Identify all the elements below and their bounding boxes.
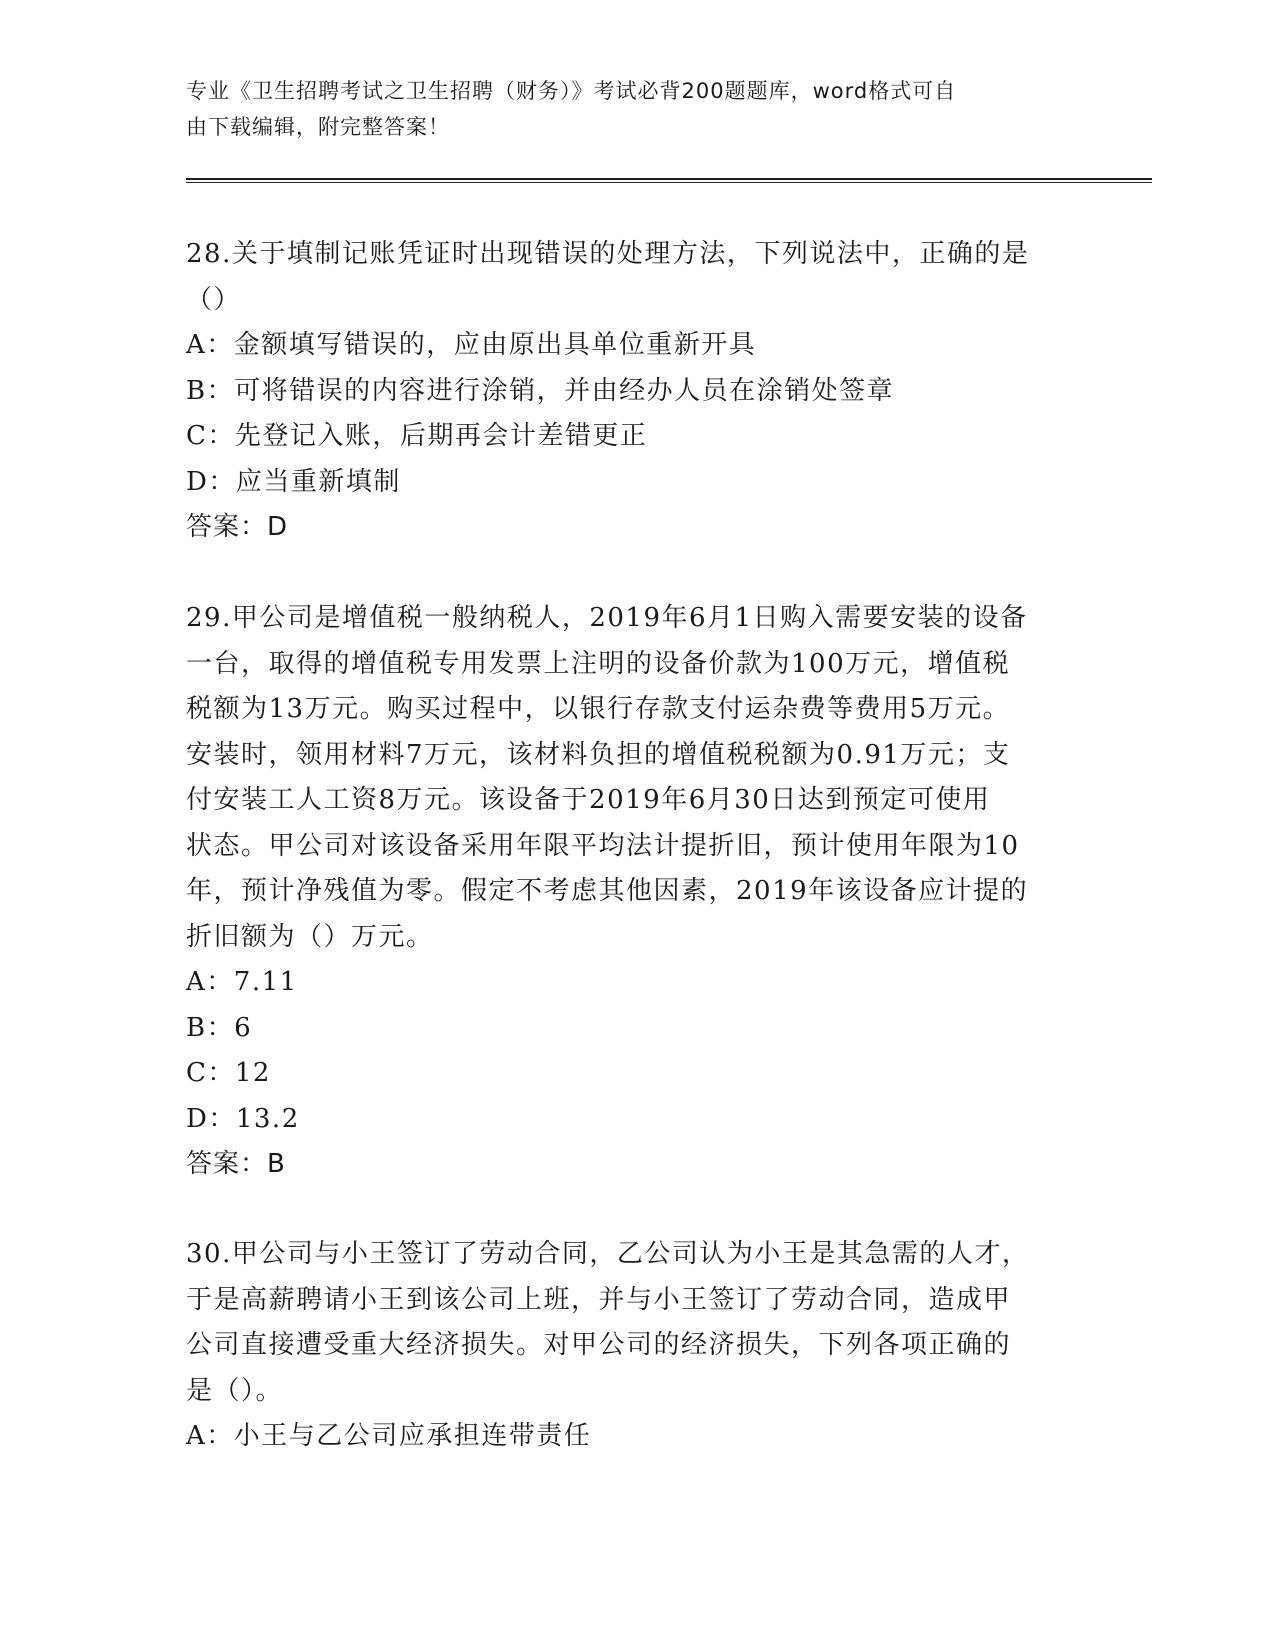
option-a: A：金额填写错误的，应由原出具单位重新开具 xyxy=(186,330,757,360)
document-header xyxy=(186,73,1066,145)
header-title-line-2: 由下载编辑，附完整答案！ xyxy=(186,115,450,139)
question-stem-line: 29.甲公司是增值税一般纳税人，2019年6月1日购入需要安装的设备 xyxy=(186,603,1028,633)
header-title-line-1: 专业《卫生招聘考试之卫生招聘（财务）》考试必背200题题库，word格式可自 xyxy=(186,79,957,103)
answer-label: 答案：D xyxy=(186,512,289,542)
question-stem-line: 一台，取得的增值税专用发票上注明的设备价款为100万元，增值税 xyxy=(186,648,1011,679)
header-divider xyxy=(186,178,1152,183)
option-d: D：13.2 xyxy=(186,1103,300,1134)
option-c: C：12 xyxy=(186,1058,271,1088)
option-b: B：可将错误的内容进行涂销，并由经办人员在涂销处签章 xyxy=(186,375,895,406)
question-stem-line: 安装时，领用材料7万元，该材料负担的增值税税额为0.91万元；支 xyxy=(186,739,1011,770)
answer-label: 答案：B xyxy=(186,1149,286,1179)
question-30 xyxy=(186,1232,1086,1460)
question-stem-line: 是（）。 xyxy=(186,1375,284,1406)
question-stem-line: 30.甲公司与小王签订了劳动合同，乙公司认为小王是其急需的人才， xyxy=(186,1239,1030,1269)
option-a: A：小王与乙公司应承担连带责任 xyxy=(186,1421,592,1451)
question-stem-line: 状态。甲公司对该设备采用年限平均法计提折旧，预计使用年限为10 xyxy=(186,830,1020,861)
option-d: D：应当重新填制 xyxy=(186,466,401,497)
question-28 xyxy=(186,232,1086,551)
question-stem-line: （） xyxy=(186,284,242,315)
question-stem-line: 28.关于填制记账凭证时出现错误的处理方法，下列说法中，正确的是 xyxy=(186,239,1030,269)
question-stem-line: 公司直接遭受重大经济损失。对甲公司的经济损失，下列各项正确的 xyxy=(186,1330,1012,1360)
question-stem-line: 年，预计净残值为零。假定不考虑其他因素，2019年该设备应计提的 xyxy=(186,876,1029,906)
question-stem-line: 折旧额为（）万元。 xyxy=(186,921,434,952)
option-b: B：6 xyxy=(186,1012,253,1043)
question-29 xyxy=(186,596,1086,1188)
question-stem-line: 于是高薪聘请小王到该公司上班，并与小王签订了劳动合同，造成甲 xyxy=(186,1284,1012,1315)
question-stem-line: 税额为13万元。购买过程中，以银行存款支付运杂费等费用5万元。 xyxy=(186,694,1011,724)
option-a: A：7.11 xyxy=(186,967,298,997)
question-stem-line: 付安装工人工资8万元。该设备于2019年6月30日达到预定可使用 xyxy=(186,785,991,815)
option-c: C：先登记入账，后期再会计差错更正 xyxy=(186,421,648,451)
